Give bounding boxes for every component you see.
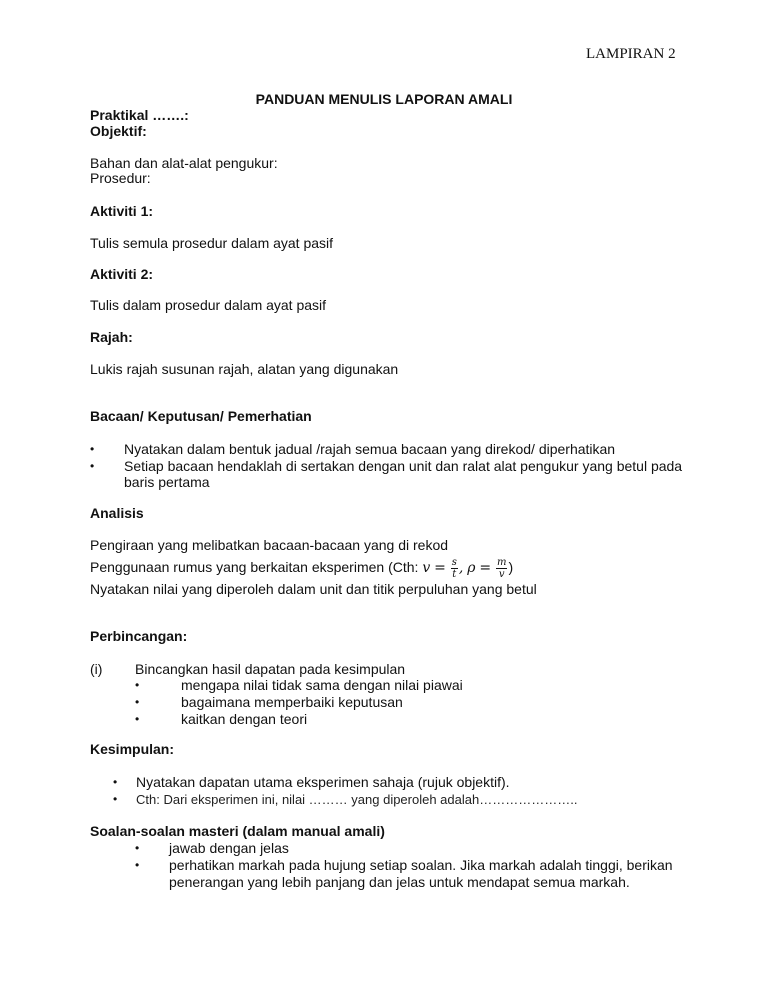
- numerator-m: m: [496, 556, 507, 568]
- soalan-heading: Soalan-soalan masteri (dalam manual amali): [90, 823, 385, 839]
- rajah-heading: Rajah:: [90, 329, 133, 345]
- analisis-heading: Analisis: [90, 505, 144, 521]
- analisis-line-3: Nyatakan nilai yang diperoleh dalam unit dan titik perpuluhan yang betul: [90, 581, 537, 597]
- bacaan-heading: Bacaan/ Keputusan/ Pemerhatian: [90, 408, 312, 424]
- kesimpulan-bullet-1: Nyatakan dapatan utama eksperimen sahaja (rujuk objektif).: [136, 774, 510, 790]
- perbincangan-main: Bincangkan hasil dapatan pada kesimpulan: [135, 661, 406, 677]
- bullet-icon: •: [90, 442, 95, 456]
- fraction-s-over-t: [451, 557, 458, 580]
- comma: ,: [458, 560, 464, 576]
- analisis-line-2: [90, 552, 513, 582]
- perbincangan-bullet-1: mengapa nilai tidak sama dengan nilai piawai: [181, 677, 463, 693]
- fraction-m-over-v: [496, 557, 507, 580]
- bullet-icon: •: [135, 858, 140, 872]
- var-v: v: [422, 560, 431, 576]
- numerator-s: s: [451, 556, 457, 568]
- denominator-v: v: [498, 568, 505, 580]
- kesimpulan-bullet-2: Cth: Dari eksperimen ini, nilai ……… yang diperoleh adalah…………………..: [136, 792, 578, 807]
- equals-sign: =: [434, 560, 446, 576]
- soalan-bullet-2-cont: penerangan yang lebih panjang dan jelas untuk mendapat semua markah.: [169, 874, 630, 890]
- prosedur-label: Prosedur:: [90, 170, 151, 186]
- bahan-label: Bahan dan alat-alat pengukur:: [90, 155, 278, 171]
- praktikal-label: Praktikal …….:: [90, 107, 189, 123]
- bullet-icon: •: [135, 678, 140, 692]
- bacaan-bullet-1: Nyatakan dalam bentuk jadual /rajah semua bacaan yang direkod/ diperhatikan: [124, 441, 616, 457]
- bacaan-bullet-2-cont: baris pertama: [124, 474, 210, 490]
- bullet-icon: •: [135, 712, 140, 726]
- kesimpulan-heading: Kesimpulan:: [90, 741, 175, 757]
- soalan-bullet-2: perhatikan markah pada hujung setiap soalan. Jika markah adalah tinggi, berikan: [169, 857, 673, 873]
- aktiviti1-text: Tulis semula prosedur dalam ayat pasif: [90, 235, 334, 251]
- bacaan-bullet-2: Setiap bacaan hendaklah di sertakan dengan unit dan ralat alat pengukur yang betul pada: [124, 458, 683, 474]
- objektif-label: Objektif:: [90, 123, 147, 139]
- analisis-line-2-text: Penggunaan rumus yang berkaitan eksperimen (Cth:: [90, 559, 423, 575]
- bullet-icon: •: [113, 792, 118, 806]
- bullet-icon: •: [135, 841, 140, 855]
- analisis-line-1: Pengiraan yang melibatkan bacaan-bacaan yang di rekod: [90, 537, 449, 553]
- denominator-t: t: [452, 568, 457, 580]
- aktiviti2-text: Tulis dalam prosedur dalam ayat pasif: [90, 297, 327, 313]
- perbincangan-bullet-2: bagaimana memperbaiki keputusan: [181, 694, 403, 710]
- perbincangan-bullet-3: kaitkan dengan teori: [181, 711, 308, 727]
- rajah-text: Lukis rajah susunan rajah, alatan yang digunakan: [90, 361, 399, 377]
- page-title: PANDUAN MENULIS LAPORAN AMALI: [255, 91, 513, 107]
- perbincangan-numeral: (i): [90, 661, 103, 677]
- close-paren: ): [508, 559, 514, 575]
- equals-sign: =: [479, 560, 492, 576]
- var-rho: ρ: [467, 560, 476, 576]
- aktiviti1-heading: Aktiviti 1:: [90, 203, 154, 219]
- perbincangan-heading: Perbincangan:: [90, 628, 188, 644]
- aktiviti2-heading: Aktiviti 2:: [90, 266, 154, 282]
- bullet-icon: •: [135, 695, 140, 709]
- lampiran-label: LAMPIRAN 2: [586, 46, 676, 62]
- bullet-icon: •: [90, 459, 95, 473]
- bullet-icon: •: [113, 775, 118, 789]
- soalan-bullet-1: jawab dengan jelas: [169, 840, 289, 856]
